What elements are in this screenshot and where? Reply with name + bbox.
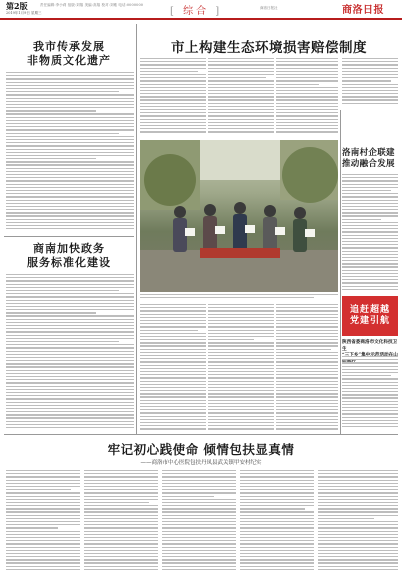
issue-date: 2019年1月9日 星期三 [6,11,42,15]
party-building-badge [342,296,398,336]
publisher-meta: 商洛日报社 [260,6,278,10]
culture-body [342,356,398,432]
mission-body-col5 [318,470,398,572]
heritage-headline-line1: 我市传承发展 [33,40,105,53]
news-photo-image [140,140,338,292]
luonan-body [342,174,398,294]
section-divider [4,434,398,435]
masthead [0,0,402,20]
service-headline-line2: 服务标准化建设 [27,256,111,269]
mission-body-col4 [240,470,314,572]
news-photo [140,140,338,292]
ecology-lower-col1 [140,304,206,432]
mission-body-col3 [162,470,236,572]
ecology-body-col2 [208,58,274,136]
page-number: 第2版 [6,1,28,11]
culture-headline-line1: 陕西省委商洛市文化科技卫生 [342,340,398,352]
ecology-headline: 市上构建生态环境损害赔偿制度 [171,40,367,56]
newspaper-logo: 商洛日报 [342,5,384,16]
luonan-headline [342,148,398,170]
section-title: [ 综合 ] [170,6,223,17]
mission-body-col1 [6,470,80,572]
ecology-lower-col3 [276,304,338,432]
heritage-headline-line2: 非物质文化遗产 [27,54,111,67]
luonan-headline-line1: 洛南村企联建 [342,148,395,158]
section-title-text: 综合 [183,6,210,17]
heritage-body [6,72,134,232]
ecology-body-col4 [342,58,398,108]
ecology-body-col1 [140,58,206,136]
column-divider [136,24,137,434]
ecology-body-col3 [276,58,338,136]
editor-meta: 责任编辑:李小莉 组版:刘翔 美编:高翔 校对:刘雅 电话:0000000 [40,3,144,7]
article-divider [4,236,134,237]
badge-line1: 追赶超越 [349,305,390,315]
column-divider [340,110,341,434]
luonan-headline-line2: 推动融合发展 [342,159,395,169]
photo-caption [140,294,338,300]
service-body [6,274,134,432]
mission-body-col2 [84,470,158,572]
badge-line2: 党建引航 [349,316,390,326]
service-headline-line1: 商南加快政务 [33,242,105,255]
ecology-lower-col2 [208,304,274,432]
service-headline [4,242,134,270]
mission-headline: 牢记初心践使命 倾情包扶显真情 [107,442,295,457]
mission-subheadline: ——商洛市中心医院包扶丹凤县武关镇甲安村纪实 [140,460,262,466]
heritage-headline [4,40,134,68]
